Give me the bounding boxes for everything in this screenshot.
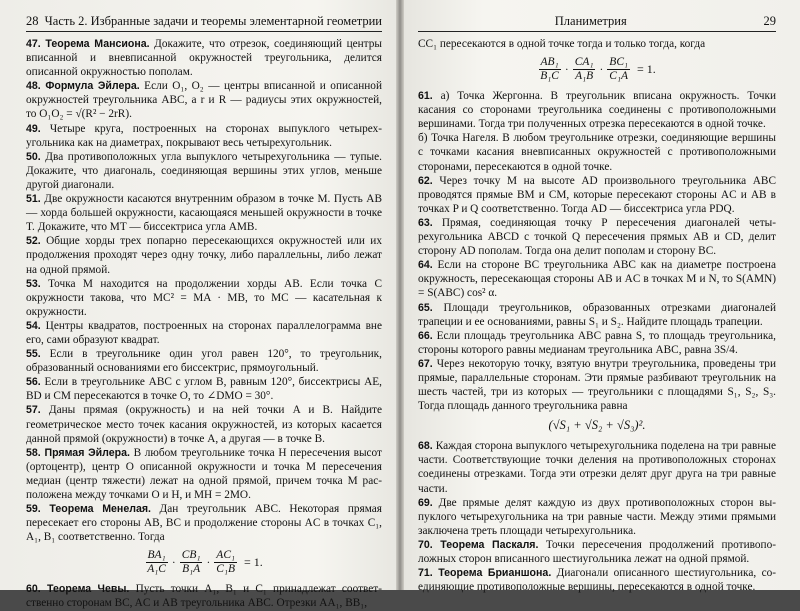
problem-text: Точка M находится на продолжении хорды AB. Если точка C окружности такова, что MC² = MA · MB, то MC — касательная к окружности. <box>26 277 382 318</box>
problem-text: Если площадь треугольника ABC равна S, то площадь треугольника, стороны которого равны медианам треугольника ABC, равна 3S/4. <box>418 329 776 356</box>
problem-text: Два противоположных угла выпуклого четырехугольника — тупые. Докажите, что диагональ, соединяющая вершины этих углов, меньше другой диагонали. <box>26 150 382 191</box>
problem-item <box>418 496 776 538</box>
numerator: BC₁ <box>609 56 628 69</box>
page-number-left: 28 <box>26 14 39 28</box>
left-items-a <box>26 37 382 544</box>
problem-label: 65. <box>418 301 433 314</box>
problem-text: Общие хорды трех попарно пересекающихся окружностей или их продолжения проходят через одну точку, либо параллельны, либо лежат на одной прямой. <box>26 235 382 276</box>
problem-label: 49. <box>26 122 41 135</box>
problem-label: 71. Теорема Брианшона. <box>418 567 552 580</box>
numerator: CB₁ <box>181 549 201 562</box>
fraction <box>573 56 596 83</box>
problem-text: Каждая сторона выпуклого четырехугольника поделена на три равные части. Соответствующие точки деления на противоположных сторонах соединены отрезками. Тогда эти отрезки делят друг друга на три равные части. <box>418 440 776 495</box>
problem-label: 70. Теорема Паскаля. <box>418 538 539 551</box>
denominator: A₁B <box>575 70 594 83</box>
running-head-right <box>418 14 776 32</box>
problem-text: б) Точка Нагеля. В любом треугольнике отрезки, соединяющие вершины с точками касания вневписанных окружностей с противоположными сторонами, пересекаются в одной точке. <box>418 132 776 173</box>
problem-item <box>26 37 382 79</box>
numerator: CA₁ <box>574 56 594 69</box>
problem-label: 47. Теорема Мансиона. <box>26 38 150 50</box>
problem-item <box>418 258 776 300</box>
problem-label: 56. <box>26 376 41 389</box>
problem-item <box>26 403 382 445</box>
problem-label: 59. Теорема Менелая. <box>26 503 151 516</box>
problem-item <box>26 79 382 121</box>
denominator: C₁B <box>216 563 235 576</box>
fraction <box>607 56 630 83</box>
right-items-a <box>418 89 776 413</box>
fraction <box>180 549 203 576</box>
numerator: AB₁ <box>540 56 559 69</box>
denominator: C₁A <box>609 70 628 83</box>
problem-text: Дан треугольник ABC. Некоторая прямая пересекает его стороны AB, BC и продолжение стороны AC в точках C₁, A₁, B₁ соответственно. Тогда <box>26 503 382 544</box>
ceva-formula <box>418 56 776 83</box>
area-formula <box>418 418 776 433</box>
page-number-right: 29 <box>763 14 776 28</box>
problem-item <box>26 502 382 544</box>
left-page <box>0 0 396 610</box>
problem-text: Докажите, что отрезок, соединяющий центры вписанной и вневписанной окружностей треугольника, делится описанной окружностью пополам. <box>26 38 382 79</box>
fraction <box>214 549 237 576</box>
left-items-b <box>26 582 382 610</box>
problem-label: 51. <box>26 193 41 206</box>
problem-text: Если в треугольнике один угол равен 120°, то треугольник, образованный основаниями его биссектрис, прямоугольный. <box>26 348 382 375</box>
problem-label: 68. <box>418 440 433 453</box>
problem-text: а) Точка Жергонна. В треугольник вписана окружность. Точки касания со сторонами треугольника соединены с противоположными вершинами. Тогда три полученных отрезка пересекаются в одной точке. <box>418 90 776 131</box>
problem-item <box>418 216 776 258</box>
numerator: BA₁ <box>147 549 166 562</box>
problem-label: 61. <box>418 90 433 103</box>
problem-text: Прямая, соединяющая точку P пересечения диагоналей четырехугольника ABCD с точкой Q пересечения прямых AB и CD, делит сторону AD пополам. Тогда она делит пополам и сторону BC. <box>418 216 776 258</box>
denominator: A₁C <box>147 563 166 576</box>
problem-item <box>418 439 776 495</box>
problem-label: 66. <box>418 329 433 342</box>
problem-text: Если в треугольнике ABC с углом B, равным 120°, биссектрисы AE, BD и CM пересекаются в точке O, то ∠DMO = 30°. <box>26 376 382 403</box>
running-title-left: Часть 2. Избранные задачи и теоремы элементарной геометрии <box>44 14 382 28</box>
book-spine <box>396 0 404 590</box>
running-head-left <box>26 14 382 32</box>
problem-text: Если O₁, O₂ — центры вписанной и описанной окружностей треугольника ABC, а r и R — радиусы этих окружностей, то O₁O₂ = √(R² − 2rR). <box>26 80 382 121</box>
problem-item <box>418 566 776 594</box>
problem-label: 69. <box>418 496 433 509</box>
problem-text: Через точку M на высоте AD произвольного треугольника ABC проводятся прямые BM и CM, которые пересекают стороны AC и AB в точках P и Q соответственно. Тогда AD — биссектриса угла PDQ. <box>418 174 776 215</box>
problem-label: 57. <box>26 404 41 417</box>
problem-item <box>418 174 776 216</box>
problem-item <box>26 582 382 610</box>
problem-label: 60. Теорема Чевы. <box>26 583 130 596</box>
equals-one: = 1. <box>244 555 263 570</box>
right-page <box>404 0 800 594</box>
problem-label: 48. Формула Эйлера. <box>26 80 140 93</box>
problem-item <box>26 446 382 502</box>
problem-label: 52. <box>26 235 41 248</box>
problem-label: 67. <box>418 357 433 370</box>
times-dot: · <box>171 556 176 569</box>
problem-text: Четыре круга, построенных на сторонах выпуклого четырехугольника как на диаметрах, покрывают весь четырехугольник. <box>26 122 382 149</box>
fraction <box>145 549 168 576</box>
problem-item <box>26 277 382 319</box>
problem-item <box>26 150 382 192</box>
problem-item <box>418 538 776 566</box>
problem-item <box>26 319 382 347</box>
problem-item <box>26 375 382 403</box>
problem-text: Площади треугольников, образованных отрезками диагоналей трапеции и ее основаниями, равны S₁ и S₂. Найдите площадь трапеции. <box>418 301 776 328</box>
numerator: AC₁ <box>216 549 235 562</box>
problem-text: Через некоторую точку, взятую внутри треугольника, проведены три прямые, параллельные сторонам. Эти прямые разбивают треугольник на шесть частей, три из которых — треугольники с площадями S₁, S₂, S₃. Тогда площадь данного треугольника равна <box>418 357 776 413</box>
problem-text: В любом треугольнике точка H пересечения высот (ортоцентр), центр O описанной окружности и точка M пересечения медиан (центр тяжести) лежат на одной прямой, причем точка M расположена между точками O и H, и MH = 2MO. <box>26 446 382 501</box>
right-items-b <box>418 439 776 594</box>
denominator: B₁C <box>540 70 559 83</box>
problem-label: 64. <box>418 259 433 272</box>
problem-item <box>418 89 776 131</box>
problem-item <box>418 301 776 329</box>
denominator: B₁A <box>182 563 201 576</box>
problem-text: Пусть точки A₁, B₁ и C₁ принадлежат соответственно сторонам BC, AC и AB треугольника ABC. Отрезки AA₁, BB₁, <box>26 583 382 610</box>
problem-label: 63. <box>418 216 433 229</box>
problem-label: 62. <box>418 174 433 187</box>
problem-item <box>26 347 382 375</box>
problem-label: 58. Прямая Эйлера. <box>26 446 130 459</box>
problem-text: Центры квадратов, построенных на сторонах параллелограмма вне его, сами образуют квадрат. <box>26 319 382 346</box>
problem-item <box>26 122 382 150</box>
problem-item <box>418 131 776 173</box>
problem-item <box>26 192 382 234</box>
fraction <box>538 56 561 83</box>
problem-item <box>418 329 776 357</box>
problem-text: Диагонали описанного шестиугольника, соединяющие противоположные вершины, пересекаются в одной точке. <box>418 567 776 594</box>
equals-one: = 1. <box>637 62 656 77</box>
times-dot: · <box>564 63 569 76</box>
times-dot: · <box>206 556 211 569</box>
problem-label: 55. <box>26 348 41 361</box>
problem-text: Две прямые делят каждую из двух противоположных сторон выпуклого четырехугольника на три равные части. Между этими прямыми заключена треть площади четырехугольника. <box>418 496 776 537</box>
problem-text: Даны прямая (окружность) и на ней точки A и B. Найдите геометрическое место точек касания окружностей, из которых касается данной прямой (окружности) в точке A, а другая — в точке B. <box>26 404 382 445</box>
problem-label: 53. <box>26 277 41 290</box>
times-dot: · <box>599 63 604 76</box>
running-title-right: Планиметрия <box>554 14 627 28</box>
problem-text: Если на стороне BC треугольника ABC как на диаметре построена окружность, пересекающая стороны AB и AC в точках M и N, то S(AMN) = S(ABC) cos² α. <box>418 259 776 300</box>
problem-item <box>26 234 382 276</box>
problem-text: Точки пересечения продолжений противоположных сторон вписанного шестиугольника лежат на одной прямой. <box>418 538 776 565</box>
problem-item <box>418 357 776 413</box>
problem-label: 50. <box>26 150 41 163</box>
problem-text: Две окружности касаются внутренним образом в точке M. Пусть AB — хорда большей окружности, касающаяся меньшей окружности в точке T. Докажите, что MT — биссектриса угла AMB. <box>26 193 382 234</box>
paragraph: CC₁ пересекаются в одной точке тогда и только тогда, когда <box>418 38 706 50</box>
problem-label: 54. <box>26 319 41 332</box>
area-expression: (√S₁ + √S₂ + √S₃)². <box>548 418 646 433</box>
menelaus-formula <box>26 549 382 576</box>
